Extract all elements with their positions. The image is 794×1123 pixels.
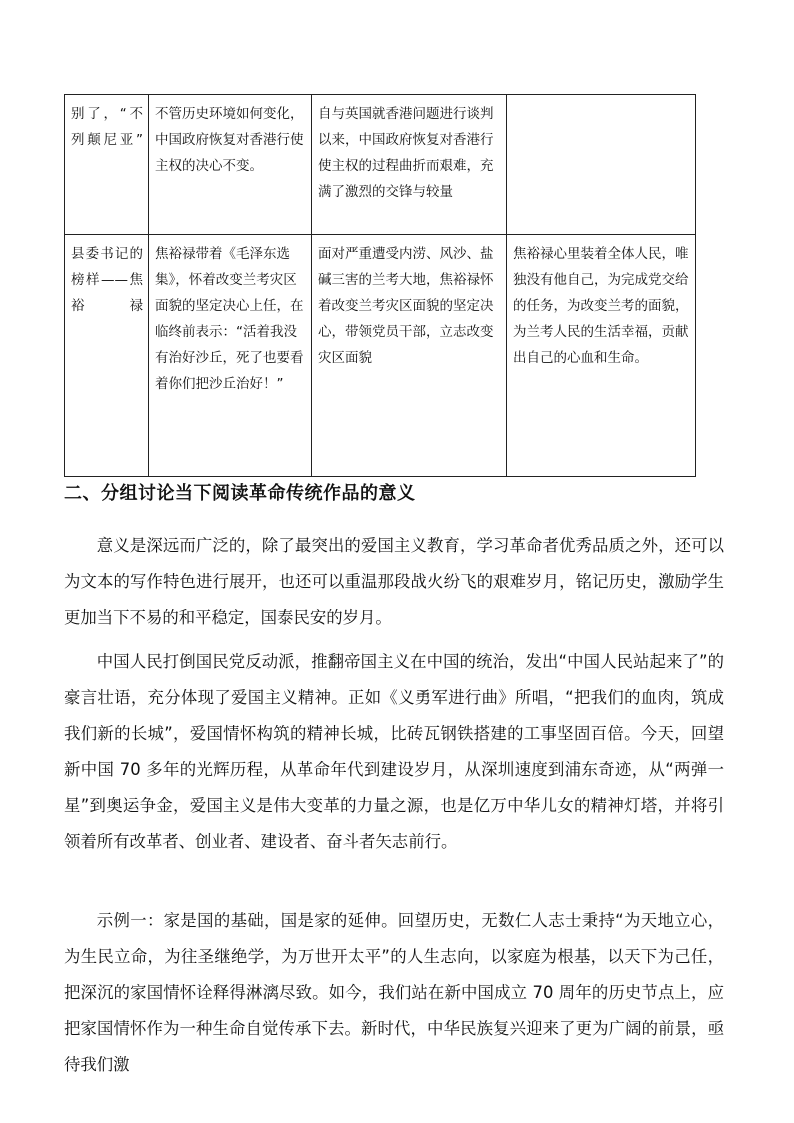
- body-paragraph: 示例一：家是国的基础，国是家的延伸。回望历史，无数仁人志士秉持“为天地立心，为生民立命，为往圣继绝学，为万世开太平”的人生志向，以家庭为根基，以天下为己任，把深沉的家国情怀诠释得淋漓尽致。如今，我们站在新中国成立 70 周年的历史节点上，应把家国情怀作为一种生命自觉传承下去。新时代，中华民族复兴迎来了更为广阔的前景，亟待我们激: [64, 911, 724, 1074]
- work-title-cell: 别了，“不列颠尼亚”: [65, 95, 149, 235]
- table-row: [65, 95, 696, 235]
- quality-cell: [507, 95, 696, 235]
- event-cell: 不管历史环境如何变化，中国政府恢复对香港行使主权的决心不变。: [149, 95, 312, 235]
- works-table: [64, 94, 696, 477]
- section-heading: 二、分组讨论当下阅读革命传统作品的意义: [64, 483, 416, 504]
- body-paragraph: 中国人民打倒国民党反动派，推翻帝国主义在中国的统治，发出“中国人民站起来了”的豪言壮语，充分体现了爱国主义精神。正如《义勇军进行曲》所唱，“把我们的血肉，筑成我们新的长城”，爱国情怀构筑的精神长城，比砖瓦钢铁搭建的工事坚固百倍。今天，回望新中国 70 多年的光辉历程，从革命年代到建设岁月，从深圳速度到浦东奇迹，从“两弹一星”到奥运争金，爱国主义是伟大变革的力量之源，也是亿万中华儿女的精神灯塔，并将引领着所有改革者、创业者、建设者、奋斗者矢志前行。: [64, 652, 724, 851]
- process-cell: 面对严重遭受内涝、风沙、盐碱三害的兰考大地，焦裕禄怀着改变兰考灾区面貌的坚定决心，带领党员干部，立志改变灾区面貌: [312, 235, 507, 477]
- table-row: [65, 235, 696, 477]
- quality-cell: 焦裕禄心里装着全体人民，唯独没有他自己，为完成党交给的任务，为改变兰考的面貌，为兰考人民的生活幸福，贡献出自己的心血和生命。: [507, 235, 696, 477]
- body-paragraph: 意义是深远而广泛的，除了最突出的爱国主义教育，学习革命者优秀品质之外，还可以为文本的写作特色进行展开，也还可以重温那段战火纷飞的艰难岁月，铭记历史，激励学生更加当下不易的和平稳定，国泰民安的岁月。: [64, 536, 724, 627]
- work-title-cell: 县委书记的榜样——焦裕禄: [65, 235, 149, 477]
- event-cell: 焦裕禄带着《毛泽东选集》，怀着改变兰考灾区面貌的坚定决心上任，在临终前表示：“活着我没有治好沙丘，死了也要看着你们把沙丘治好！”: [149, 235, 312, 477]
- process-cell: 自与英国就香港问题进行谈判以来，中国政府恢复对香港行使主权的过程曲折而艰难，充满了激烈的交锋与较量: [312, 95, 507, 235]
